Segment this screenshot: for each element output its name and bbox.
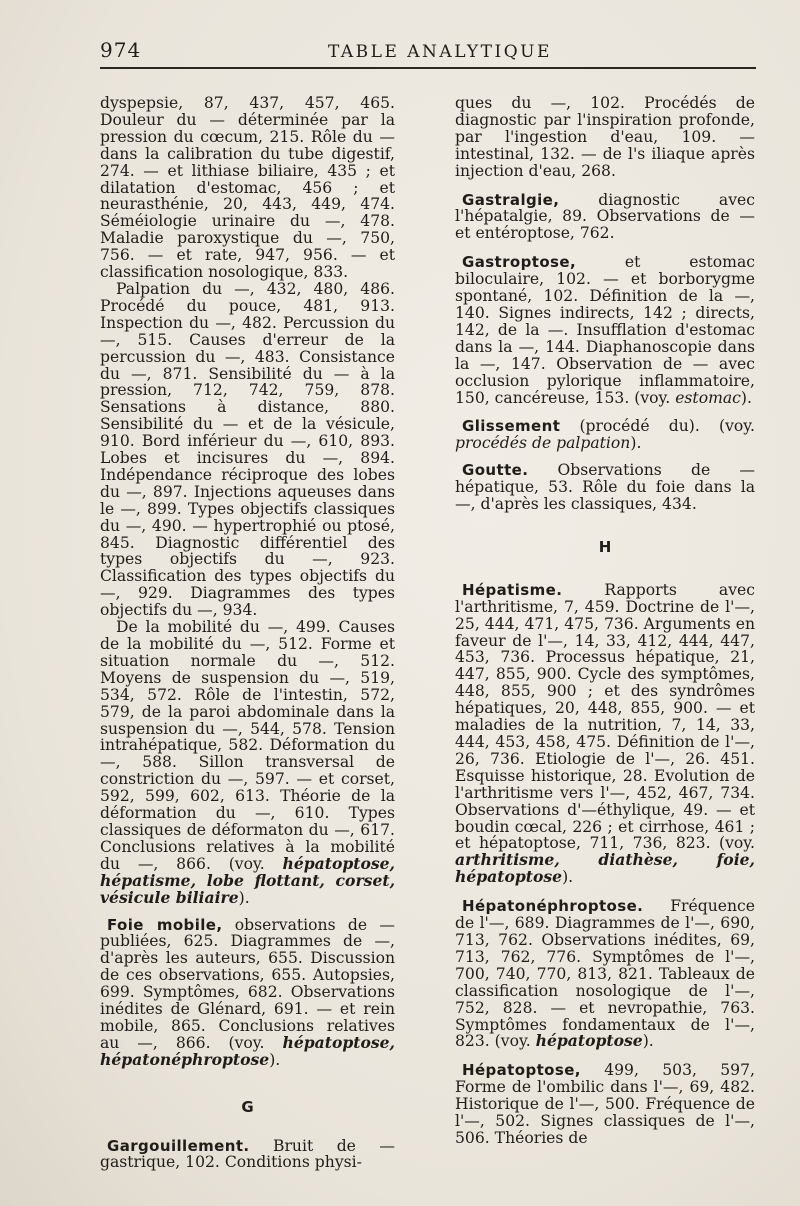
entry-hepatisme: Hépatisme. Rapports avec l'arthritisme, 7, 459. Doctrine de l'—, 25, 444, 471, 475, 736. Arguments en faveur de l'—, 14, 33, 412, 444, 447, 453, 736. Processus hépatique, 21, 447, 855, 900. Cycle des symptômes, 448, 855, 900 ; et des syndrômes hépatiques, 20, 448, 855, 900. — et maladies de la nutrition, 7, 14, 33, 444, 453, 458, 475. Définition de l'—, 26, 736. Etiologie de l'—, 26. 451. Esquisse historique, 28. Evolution de l'arthritisme vers l'—, 452, 467, 734. Observations d'—éthylique, 49. — et boudin cœcal, 226 ; et cirrhose, 461 ; et hépatoptose, 711, 736, 823. (voy. arthritisme, diathèse, foie, hépatoptose). [455,580,755,887]
entry-gargouillement: Gargouillement. Bruit de — gastrique, 102. Conditions physi- [100,1136,395,1172]
running-title: TABLE ANALYTIQUE [328,42,552,62]
entry-gastroptose: Gastroptose, et estomac biloculaire, 102. — et borborygme spontané, 102. Définition de la —, 140. Signes indirects, 142 ; directs, 142, de la —. Insufflation d'estomac dans la —, 144. Diaphanoscopie dans la —, 147. Observation de — avec occlusion pylorique inflammatoire, 150, cancéreuse, 153. (voy. estomac). [455,253,755,407]
entry-heading: Hépatoptose, [462,1061,581,1080]
entry-heading: Gastralgie, [462,190,560,209]
entry-heading: Goutte. [462,461,529,480]
left-column [100,95,395,1171]
entry-heading: Hépatonéphroptose. [462,897,644,916]
page-header [100,38,760,68]
entry-foie-palpation: Palpation du —, 432, 480, 486. Procédé du pouce, 481, 913. Inspection du —, 482. Percussion du —, 515. Causes d'erreur de la percussion du —, 483. Consistance du —, 871. Sensibilité du — à la pression, 712, 742, 759, 878. Sensations à distance, 880. Sensibilité du — et de la vésicule, 910. Bord inférieur du —, 610, 893. Lobes et incisures du —, 894. Indépendance réciproque des lobes du —, 897. Injections aqueuses dans le —, 899. Types objectifs classiques du —, 490. — hypertrophié ou ptosé, 845. Diagnostic différentiel des types objectifs du —, 923. Classification des types objectifs du —, 929. Diagrammes des types objectifs du —, 934. [100,279,395,620]
entry-foie-mobile: Foie mobile, observations de — publiées, 625. Diagrammes de —, d'après les auteurs, 655. Discussion de ces observations, 655. Autopsies, 699. Symptômes, 682. Observations inédites de Glénard, 691. — et rein mobile, 865. Conclusions relatives au —, 866. (voy. hépatoptose, hépatonéphroptose). [100,915,395,1069]
entry-heading: Hépatisme. [462,580,563,599]
header-rule [100,67,756,69]
entry-heading: Gargouillement. [107,1136,250,1155]
entry-hepatoptose: Hépatoptose, 499, 503, 597, Forme de l'ombilic dans l'—, 69, 482. Historique de l'—, 500. Fréquence de l'—, 502. Signes classiques de l'—, 506. Théories de [455,1061,755,1147]
entry-heading: Gastroptose, [462,253,577,272]
entry-goutte: Goutte. Observations de — hépatique, 53. Rôle du foie dans la —, d'après les classiques, 434. [455,461,755,514]
entry-heading: Foie mobile, [107,915,223,934]
entry-gastralgie: Gastralgie, diagnostic avec l'hépatalgie, 89. Observations de — et entéroptose, 762. [455,190,755,243]
entry-foie-mobilite: De la mobilité du —, 499. Causes de la mobilité du —, 512. Forme et situation normale du —, 512. Moyens de suspension du —, 519, 534, 572. Rôle de l'intestin, 572, 579, de la paroi abdominale dans la suspension du —, 544, 578. Tension intrahépatique, 582. Déformation du —, 588. Sillon transversal de constriction du —, 597. — et corset, 592, 599, 602, 613. Théorie de la déformation du —, 610. Types classiques de déformaton du —, 617. Conclusions relatives à la mobilité du —, 866. (voy. hépatoptose, hépatisme, lobe flottant, corset, vésicule biliaire). [100,618,395,907]
section-letter-g: G [241,1097,254,1116]
entry-foie-continued: dyspepsie, 87, 437, 457, 465. Douleur du — déterminée par la pression du cœcum, 215. Rôle du — dans la calibration du tube digestif, 274. — et lithiase biliaire, 435 ; et dilatation d'estomac, 456 ; et neurasthénie, 20, 443, 449, 474. Séméiologie urinaire du —, 478. Maladie paroxystique du —, 750, 756. — et rate, 947, 956. — et classification nosologique, 833. [100,94,395,282]
right-column [455,95,755,1147]
entry-gargouillement-continued: ques du —, 102. Procédés de diagnostic par l'inspiration profonde, par l'ingestion d'eau, 109. — intestinal, 132. — de l's iliaque après injection d'eau, 268. [455,94,755,180]
section-letter-h: H [598,537,612,556]
entry-heading: Glissement [462,417,561,436]
page-number: 974 [100,38,142,62]
entry-glissement: Glissement (procédé du). (voy. procédés de palpation). [455,417,755,453]
entry-hepatonephroptose: Hépatonéphroptose. Fréquence de l'—, 689. Diagrammes de l'—, 690, 713, 762. Observations inédites, 69, 713, 762, 776. Symptômes de l'—, 700, 740, 770, 813, 821. Tableaux de classification nosologique de l'—, 752, 828. — et nevropathie, 763. Symptômes fondamentaux de l'—, 823. (voy. hépatoptose). [455,897,755,1051]
